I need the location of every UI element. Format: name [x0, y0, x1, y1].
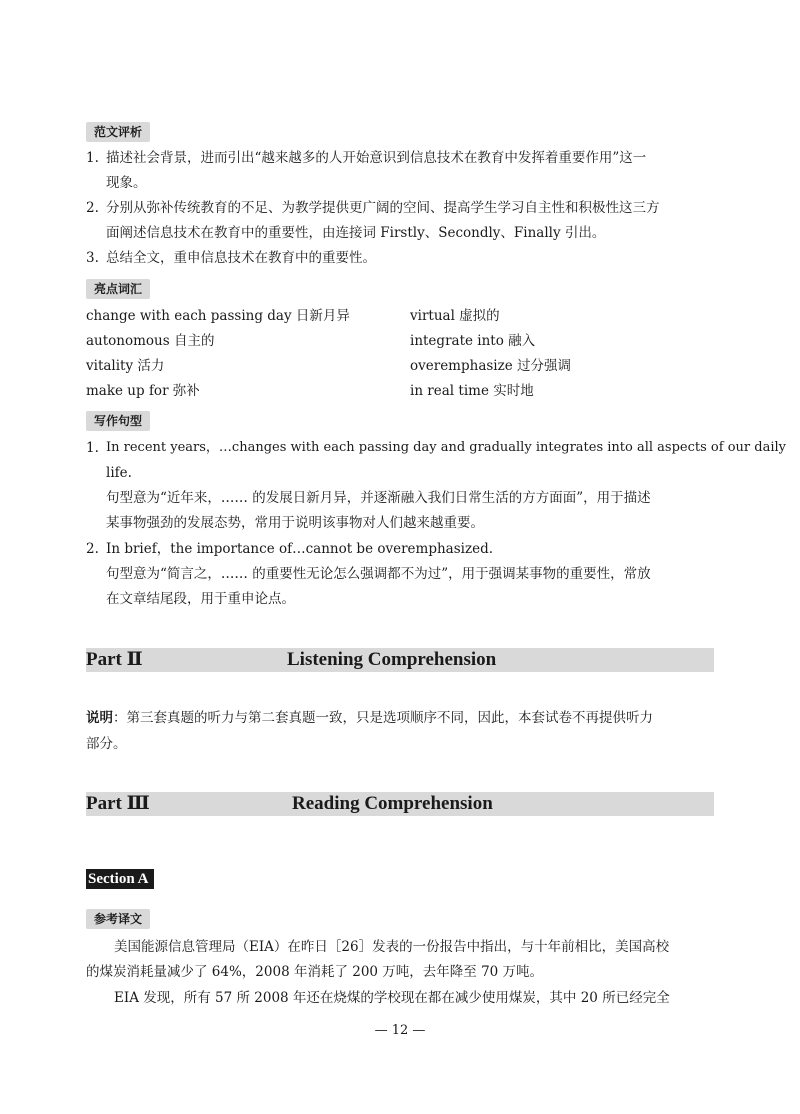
part-3-label: Part Ⅲ: [86, 793, 150, 814]
analysis-item-2-line-2: 面阐述信息技术在教育中的重要性，由连接词 Firstly、Secondly、Finally 引出。: [106, 225, 606, 241]
analysis-item-3-num: 3.: [86, 250, 99, 266]
analysis-heading: 范文评析: [86, 122, 150, 142]
vocab-right-3: overemphasize 过分强调: [410, 358, 572, 374]
translation-heading: 参考译文: [86, 909, 150, 929]
vocab-left-1: change with each passing day 日新月异: [86, 308, 350, 324]
vocab-left-3: vitality 活力: [86, 358, 165, 374]
part-2-label: Part Ⅱ: [86, 649, 143, 670]
part-2-header: [86, 648, 714, 672]
part-2-title: Listening Comprehension: [287, 649, 497, 670]
pattern-2-line-2: 句型意为“简言之，…… 的重要性无论怎么强调都不为过”，用于强调某事物的重要性，常放: [106, 566, 651, 582]
page-number: — 12 —: [374, 1023, 426, 1038]
part-2-note-label: 说明: [86, 710, 113, 726]
analysis-item-3-line-1: 总结全文，重申信息技术在教育中的重要性。: [106, 250, 376, 266]
patterns-heading: 写作句型: [86, 411, 150, 431]
part-2-note-line-2: 部分。: [86, 736, 127, 752]
vocab-right-2: integrate into 融入: [410, 333, 536, 349]
analysis-item-1-line-2: 现象。: [106, 175, 147, 191]
vocab-left-4: make up for 弥补: [86, 383, 200, 399]
pattern-2-line-3: 在文章结尾段，用于重申论点。: [106, 591, 295, 607]
pattern-1-line-2: life.: [106, 465, 132, 481]
pattern-2-num: 2.: [86, 541, 99, 557]
vocab-heading: 亮点词汇: [86, 279, 150, 299]
part-2-note-line-1: [86, 707, 653, 729]
vocab-right-4: in real time 实时地: [410, 383, 534, 399]
pattern-1-line-3: 句型意为“近年来，…… 的发展日新月异，并逐渐融入我们日常生活的方方面面”，用于描述: [106, 490, 651, 506]
part-3-header: [86, 792, 714, 816]
analysis-item-1-num: 1.: [86, 150, 99, 166]
pattern-1-line-1: In recent years，…changes with each passing day and gradually integrates into all aspects of our daily: [106, 440, 786, 455]
pattern-1-num: 1.: [86, 440, 99, 456]
analysis-item-1-line-1: 描述社会背景，进而引出“越来越多的人开始意识到信息技术在教育中发挥着重要作用”这一: [106, 150, 647, 166]
vocab-right-1: virtual 虚拟的: [410, 308, 500, 324]
pattern-1-line-4: 某事物强劲的发展态势，常用于说明该事物对人们越来越重要。: [106, 515, 484, 531]
analysis-item-2-num: 2.: [86, 200, 99, 216]
translation-para-2-line-1: EIA 发现，所有 57 所 2008 年还在烧煤的学校现在都在减少使用煤炭，其中 20 所已经完全: [114, 990, 670, 1006]
analysis-item-2-line-1: 分别从弥补传统教育的不足、为教学提供更广阔的空间、提高学生学习自主性和积极性这三方: [106, 200, 660, 216]
pattern-2-line-1: In brief，the importance of…cannot be overemphasized.: [106, 541, 494, 557]
part-3-title: Reading Comprehension: [292, 793, 493, 814]
translation-para-1-line-1: 美国能源信息管理局（EIA）在昨日［26］发表的一份报告中指出，与十年前相比，美国高校: [114, 939, 670, 955]
translation-para-1-line-2: 的煤炭消耗量减少了 64%，2008 年消耗了 200 万吨，去年降至 70 万吨。: [86, 964, 544, 980]
vocab-left-2: autonomous 自主的: [86, 333, 215, 349]
part-2-note-text: ：第三套真题的听力与第二套真题一致，只是选项顺序不同，因此，本套试卷不再提供听力: [113, 710, 653, 726]
section-a-label: Section A: [86, 869, 154, 889]
